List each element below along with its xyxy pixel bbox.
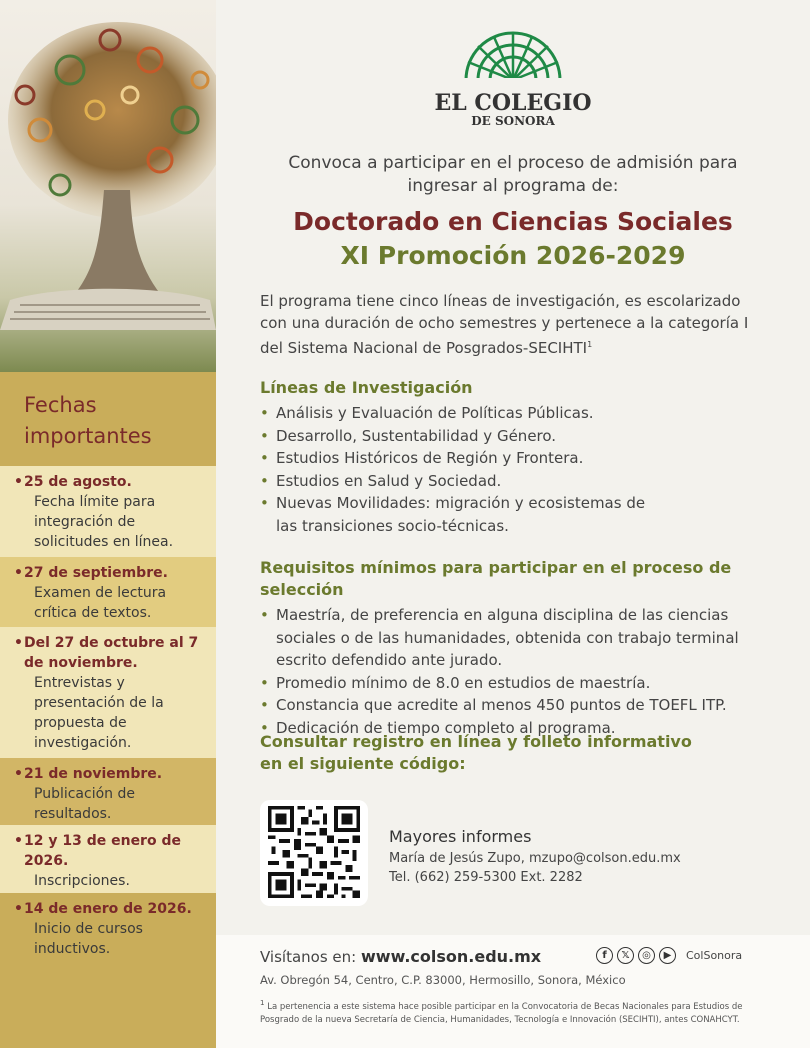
footer	[216, 935, 810, 1048]
date-label: • 14 de enero de 2026.	[24, 899, 206, 919]
qr-code[interactable]	[260, 800, 368, 906]
date-description: Fecha límite para integración de solicitudes en línea.	[34, 494, 174, 550]
qr-code-icon	[268, 806, 360, 898]
facebook-icon[interactable]: f	[596, 947, 613, 964]
main-content	[216, 0, 810, 1048]
program-title-line1: Doctorado en Ciencias Sociales	[293, 207, 733, 236]
dates-title-line1: Fechas	[24, 393, 97, 417]
list-item: • Dedicación de tiempo completo al programa.	[260, 717, 780, 740]
instagram-icon[interactable]: ◎	[638, 947, 655, 964]
social-handle: ColSonora	[686, 949, 743, 962]
consult-line2: en el siguiente código:	[260, 754, 466, 773]
list-item: • Estudios en Salud y Sociedad.	[260, 470, 780, 493]
requirements-section	[260, 557, 780, 739]
dates-title	[24, 390, 152, 452]
colegio-logo	[426, 28, 600, 128]
intro-text	[216, 152, 810, 198]
sidebar	[0, 0, 216, 1048]
list-item: • Constancia que acredite al menos 450 puntos de TOEFL ITP.	[260, 694, 780, 717]
consult-line1: Consultar registro en línea y folleto informativo	[260, 732, 692, 751]
social-links	[596, 947, 742, 964]
description-footnote-mark: 1	[587, 340, 593, 349]
research-lines-heading: Líneas de Investigación	[260, 378, 473, 397]
website-link[interactable]: www.colson.edu.mx	[361, 947, 542, 966]
requirements-heading: Requisitos mínimos para participar en el proceso de selección	[260, 558, 732, 599]
contact-phone: Tel. (662) 259-5300 Ext. 2282	[389, 870, 583, 885]
date-item-1	[0, 466, 216, 557]
logo-subname: DE SONORA	[471, 114, 555, 128]
program-title-line2: XI Promoción 2026-2029	[340, 241, 686, 270]
date-label: • Del 27 de octubre al 7 de noviembre.	[24, 633, 206, 673]
footnote	[260, 996, 770, 1027]
tree-illustration	[0, 0, 216, 372]
consult-section	[260, 731, 780, 775]
intro-line2: ingresar al programa de:	[407, 176, 619, 196]
visit-label: Visítanos en:	[260, 948, 357, 966]
list-item: • Nuevas Movilidades: migración y ecosistemas de las transiciones socio-técnicas.	[260, 492, 656, 537]
contact-heading: Mayores informes	[389, 827, 532, 846]
date-label: • 12 y 13 de enero de 2026.	[24, 831, 206, 871]
date-description: Examen de lectura crítica de textos.	[34, 585, 167, 621]
list-item: • Estudios Históricos de Región y Frontera.	[260, 447, 780, 470]
research-lines-list	[260, 402, 780, 537]
list-item: • Maestría, de preferencia en alguna disciplina de las ciencias sociales o de las humanidades, obtenida con trabajo terminal escrito defendido ante jurado.	[260, 604, 746, 672]
x-icon[interactable]: 𝕏	[617, 947, 634, 964]
date-item-6	[0, 893, 216, 1048]
date-label: • 21 de noviembre.	[24, 764, 206, 784]
footnote-text: La pertenencia a este sistema hace posible participar en la Convocatoria de Becas Nacionales para Estudios de Posgrado de la nueva Secretaría de Ciencia, Humanidades, Tecnología e Innovación (SECIHTI), antes CONAHCYT.	[260, 1001, 743, 1025]
program-title	[216, 205, 810, 273]
date-description: Inicio de cursos inductivos.	[34, 921, 143, 957]
dates-title-line2: importantes	[24, 424, 152, 448]
address: Av. Obregón 54, Centro, C.P. 83000, Hermosillo, Sonora, México	[260, 973, 626, 987]
date-item-4	[0, 758, 216, 825]
contact-info	[389, 826, 681, 887]
description-text: El programa tiene cinco líneas de investigación, es escolarizado con una duración de ocho semestres y pertenece a la categoría I del Sistema Nacional de Posgrados-SECIHTI	[260, 292, 749, 357]
list-item: • Promedio mínimo de 8.0 en estudios de maestría.	[260, 672, 780, 695]
list-item: • Análisis y Evaluación de Políticas Públicas.	[260, 402, 780, 425]
date-description: Publicación de resultados.	[34, 786, 135, 822]
footnote-mark: 1	[260, 998, 265, 1007]
date-description: Inscripciones.	[34, 873, 130, 889]
logo-name: EL COLEGIO	[434, 90, 592, 116]
youtube-icon[interactable]: ▶	[659, 947, 676, 964]
list-item: • Desarrollo, Sustentabilidad y Género.	[260, 425, 780, 448]
logo-arch-icon	[458, 28, 568, 84]
date-description: Entrevistas y presentación de la propuesta de investigación.	[34, 675, 164, 751]
tree-image	[0, 0, 216, 372]
research-lines-section	[260, 377, 780, 537]
date-label: • 27 de septiembre.	[24, 563, 206, 583]
visit-line	[260, 947, 541, 966]
date-item-2	[0, 557, 216, 627]
program-description	[260, 290, 770, 359]
date-item-5	[0, 825, 216, 893]
important-dates-panel	[0, 372, 216, 1048]
date-item-3	[0, 627, 216, 758]
contact-person[interactable]: María de Jesús Zupo, mzupo@colson.edu.mx	[389, 851, 681, 866]
requirements-list	[260, 604, 780, 739]
intro-line1: Convoca a participar en el proceso de admisión para	[288, 153, 738, 173]
date-label: • 25 de agosto.	[24, 472, 206, 492]
